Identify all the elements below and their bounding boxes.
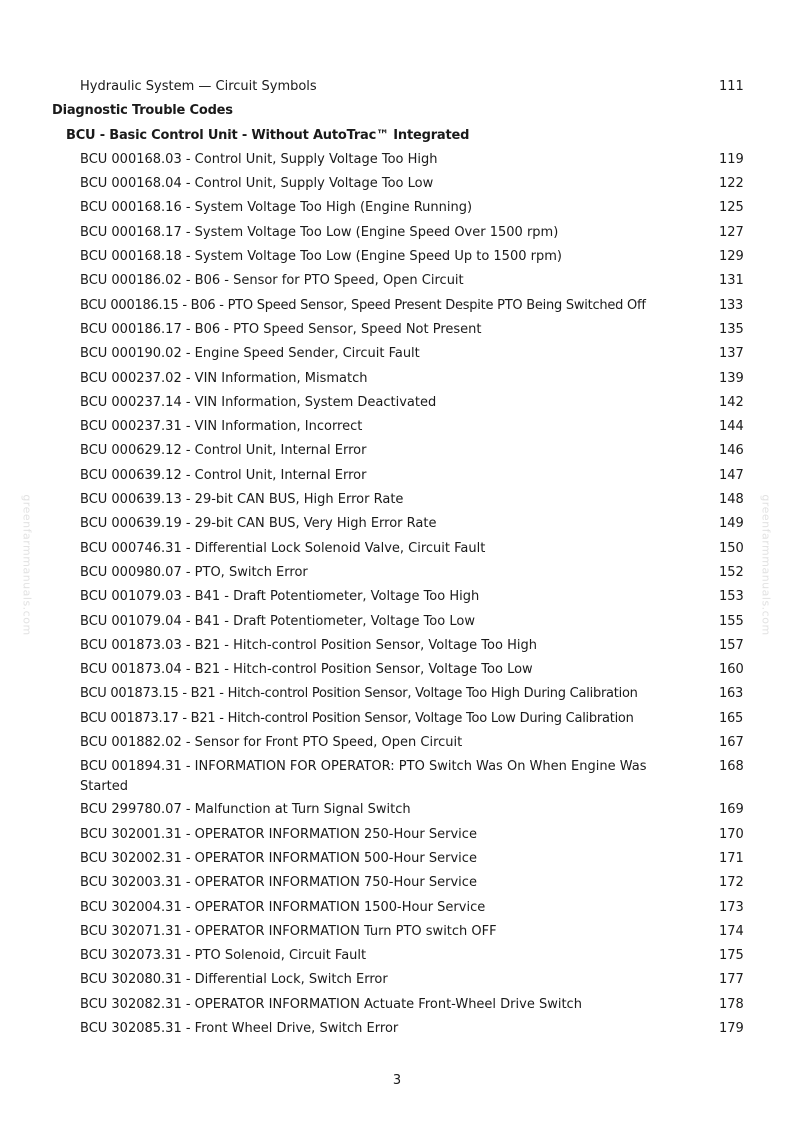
toc-entry-page: 171 <box>719 850 744 866</box>
toc-entry[interactable] <box>0 344 794 368</box>
toc-entry-title: BCU 000237.14 - VIN Information, System Deactivated <box>80 394 437 410</box>
toc-entry-title: BCU 000168.17 - System Voltage Too Low (Engine Speed Over 1500 rpm) <box>80 224 559 240</box>
toc-entry[interactable] <box>0 970 794 994</box>
toc-entry-page: 111 <box>719 79 744 94</box>
toc-entry-title: BCU 000980.07 - PTO, Switch Error <box>80 564 308 580</box>
toc-entry-page: 139 <box>719 370 744 386</box>
toc-entry[interactable] <box>0 922 794 946</box>
toc-entry-title: BCU 001079.04 - B41 - Draft Potentiometer, Voltage Too Low <box>80 613 475 629</box>
toc-entry-title: BCU 302002.31 - OPERATOR INFORMATION 500-Hour Service <box>80 850 477 866</box>
toc-entry-page: 149 <box>719 516 744 532</box>
toc-entry-title: BCU 302085.31 - Front Wheel Drive, Switch Error <box>80 1020 399 1036</box>
toc-entry[interactable] <box>0 995 794 1019</box>
toc-entry[interactable] <box>0 660 794 684</box>
toc-entry[interactable] <box>0 563 794 587</box>
subsection-heading <box>0 126 794 150</box>
toc-entry-page: 152 <box>719 564 744 580</box>
toc-entry-title: BCU 302071.31 - OPERATOR INFORMATION Turn PTO switch OFF <box>80 923 497 939</box>
toc-entry-title: BCU 001873.03 - B21 - Hitch-control Position Sensor, Voltage Too High <box>80 637 537 653</box>
toc-entry-title: BCU 001079.03 - B41 - Draft Potentiometer, Voltage Too High <box>80 589 480 605</box>
toc-entry-title: BCU 302003.31 - OPERATOR INFORMATION 750-Hour Service <box>80 875 477 891</box>
toc-entry-title: BCU 302080.31 - Differential Lock, Switch Error <box>80 972 388 988</box>
toc-entry[interactable] <box>0 825 794 849</box>
toc-entry-page: 163 <box>719 686 744 702</box>
toc-entry-page: 168 <box>719 759 744 775</box>
watermark-left: greenfarmmanuals.com <box>20 494 34 636</box>
toc-entry-page: 178 <box>719 996 744 1012</box>
toc-entry-title: BCU 000237.02 - VIN Information, Mismatch <box>80 370 368 386</box>
toc-entry-title: BCU 000629.12 - Control Unit, Internal Error <box>80 443 367 459</box>
toc-entry-title: BCU 302004.31 - OPERATOR INFORMATION 1500-Hour Service <box>80 899 486 915</box>
toc-entry[interactable] <box>0 490 794 514</box>
toc-entry-page: 179 <box>719 1020 744 1036</box>
toc-entry-title: BCU 000186.02 - B06 - Sensor for PTO Speed, Open Circuit <box>80 273 464 289</box>
toc-entry-page: 175 <box>719 948 744 964</box>
toc-entry[interactable] <box>0 174 794 198</box>
toc-entry-page: 147 <box>719 467 744 483</box>
toc-entry-title: Hydraulic System — Circuit Symbols <box>80 79 317 94</box>
toc-entry-page: 172 <box>719 875 744 891</box>
toc-entry[interactable] <box>0 296 794 320</box>
toc-entry[interactable] <box>0 271 794 295</box>
toc-entry-title: BCU 001873.17 - B21 - Hitch-control Position Sensor, Voltage Too Low During Calibration <box>80 710 634 726</box>
toc-entry-page: 129 <box>719 249 744 265</box>
toc-entry-title: BCU 000639.19 - 29-bit CAN BUS, Very High Error Rate <box>80 516 437 532</box>
toc-entry-title: BCU 302073.31 - PTO Solenoid, Circuit Fault <box>80 948 367 964</box>
toc-entry[interactable] <box>0 709 794 733</box>
toc-entry-page: 165 <box>719 710 744 726</box>
toc-entry-page: 146 <box>719 443 744 459</box>
toc-entry[interactable] <box>0 320 794 344</box>
toc-entry[interactable] <box>0 247 794 271</box>
toc-entry-page: 122 <box>719 176 744 192</box>
toc-entry-page: 153 <box>719 589 744 605</box>
toc-entry[interactable] <box>0 417 794 441</box>
toc-entry-title: BCU 000168.03 - Control Unit, Supply Voltage Too High <box>80 151 438 167</box>
toc-entry[interactable] <box>0 393 794 417</box>
toc-entry[interactable] <box>0 873 794 897</box>
toc-entry-page: 137 <box>719 346 744 362</box>
toc-entry[interactable] <box>0 77 794 101</box>
toc-entry-page: 119 <box>719 151 744 167</box>
toc-entry[interactable] <box>0 800 794 824</box>
toc-entry[interactable] <box>0 466 794 490</box>
toc-entry-page: 150 <box>719 540 744 556</box>
toc-entry[interactable] <box>0 369 794 393</box>
toc-entry-page: 167 <box>719 735 744 751</box>
toc-entry[interactable] <box>0 150 794 174</box>
toc-entry-title: BCU 000237.31 - VIN Information, Incorrect <box>80 419 363 435</box>
toc-entry[interactable] <box>0 636 794 660</box>
toc-entry[interactable] <box>0 539 794 563</box>
heading-text: Diagnostic Trouble Codes <box>52 103 233 119</box>
toc-entry[interactable] <box>0 733 794 757</box>
toc-entry-title: BCU 299780.07 - Malfunction at Turn Signal Switch <box>80 802 411 818</box>
toc-entry-page: 125 <box>719 200 744 216</box>
toc-entry[interactable] <box>0 514 794 538</box>
toc-entry-title: BCU 302082.31 - OPERATOR INFORMATION Actuate Front-Wheel Drive Switch <box>80 996 582 1012</box>
toc-entry-page: 148 <box>719 492 744 508</box>
toc-entry-page: 127 <box>719 224 744 240</box>
toc-entry-page: 174 <box>719 923 744 939</box>
toc-entry-page: 131 <box>719 273 744 289</box>
toc-entry-title: BCU 000186.17 - B06 - PTO Speed Sensor, Speed Not Present <box>80 321 482 337</box>
toc-entry[interactable] <box>0 1019 794 1043</box>
toc-entry-page: 142 <box>719 394 744 410</box>
toc-entry-page: 177 <box>719 972 744 988</box>
toc-entry-title: BCU 001873.04 - B21 - Hitch-control Position Sensor, Voltage Too Low <box>80 662 533 678</box>
toc-entry[interactable] <box>0 612 794 636</box>
page-number: 3 <box>392 1073 402 1088</box>
toc-entry-page: 157 <box>719 637 744 653</box>
toc-entry[interactable] <box>0 198 794 222</box>
toc-entry[interactable] <box>0 684 794 708</box>
toc-entry-title: BCU 000186.15 - B06 - PTO Speed Sensor, Speed Present Despite PTO Being Switched Off <box>80 297 646 313</box>
toc-entry-page: 170 <box>719 826 744 842</box>
toc-entry[interactable] <box>0 441 794 465</box>
toc-entry-title: BCU 000168.04 - Control Unit, Supply Voltage Too Low <box>80 176 434 192</box>
toc-entry-title: BCU 001882.02 - Sensor for Front PTO Speed, Open Circuit <box>80 735 463 751</box>
toc-entry[interactable] <box>0 223 794 247</box>
toc-entry-page: 155 <box>719 613 744 629</box>
toc-entry[interactable] <box>0 587 794 611</box>
watermark-right: greenfarmmanuals.com <box>759 494 773 636</box>
toc-entry-page: 160 <box>719 662 744 678</box>
toc-entry-title: BCU 000639.12 - Control Unit, Internal Error <box>80 467 367 483</box>
toc-entry-title: BCU 001894.31 - INFORMATION FOR OPERATOR: PTO Switch Was On When Engine Was Started <box>80 759 647 794</box>
toc-entry[interactable] <box>0 946 794 970</box>
toc-entry[interactable] <box>0 898 794 922</box>
toc-entry-title: BCU 000168.18 - System Voltage Too Low (Engine Speed Up to 1500 rpm) <box>80 249 562 265</box>
toc-entry[interactable] <box>0 757 794 800</box>
toc-entry-page: 133 <box>719 297 744 313</box>
toc-entry-page: 135 <box>719 321 744 337</box>
toc-entry-page: 169 <box>719 802 744 818</box>
toc-entry-page: 144 <box>719 419 744 435</box>
toc-entry-page: 173 <box>719 899 744 915</box>
table-of-contents <box>0 77 794 1043</box>
toc-entry-title: BCU 302001.31 - OPERATOR INFORMATION 250-Hour Service <box>80 826 477 842</box>
section-heading <box>0 101 794 125</box>
heading-text: BCU - Basic Control Unit - Without AutoTrac™ Integrated <box>66 127 470 143</box>
toc-entry-title: BCU 001873.15 - B21 - Hitch-control Position Sensor, Voltage Too High During Calibration <box>80 686 638 702</box>
toc-entry-title: BCU 000190.02 - Engine Speed Sender, Circuit Fault <box>80 346 420 362</box>
toc-entry[interactable] <box>0 849 794 873</box>
toc-entry-title: BCU 000168.16 - System Voltage Too High (Engine Running) <box>80 200 473 216</box>
toc-entry-title: BCU 000639.13 - 29-bit CAN BUS, High Error Rate <box>80 492 404 508</box>
toc-entry-title: BCU 000746.31 - Differential Lock Solenoid Valve, Circuit Fault <box>80 540 486 556</box>
